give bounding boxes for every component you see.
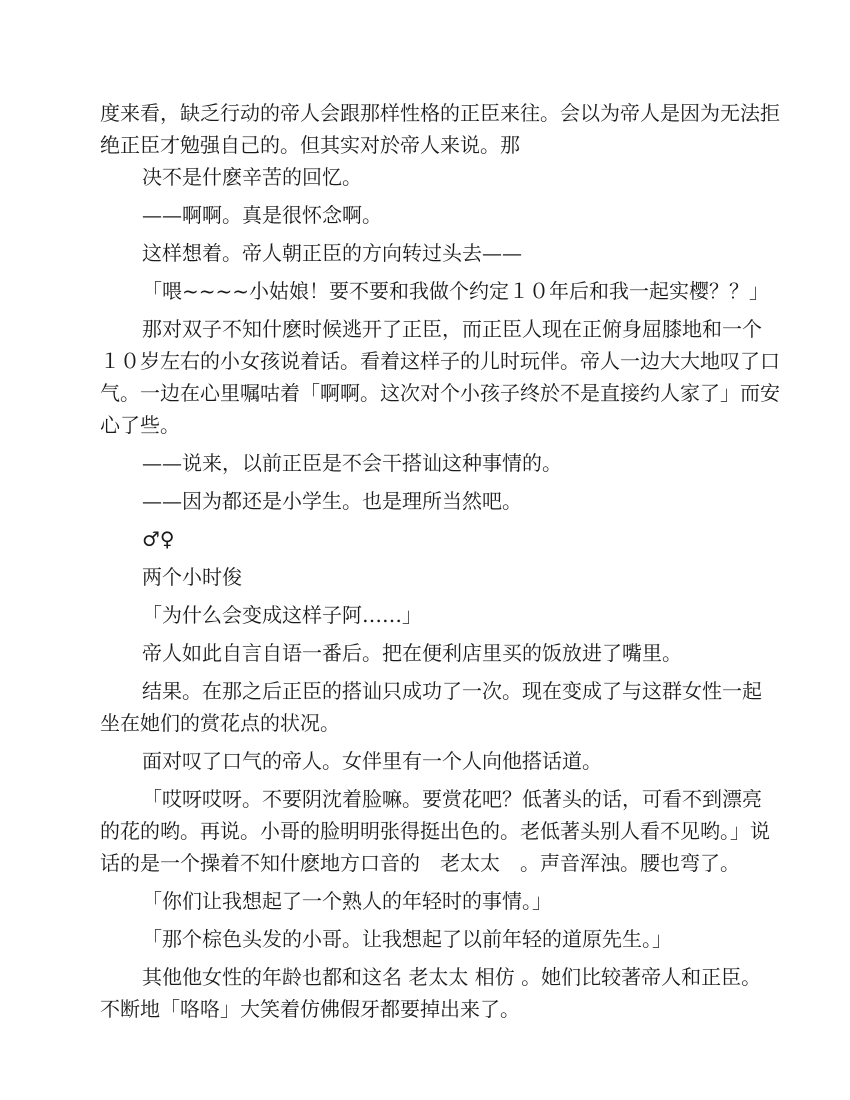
paragraph: 结果。在那之后正臣的搭讪只成功了一次。现在变成了与这群女性一起坐在她们的赏花点的状况。 xyxy=(100,679,762,735)
body-text xyxy=(100,97,780,1031)
paragraph: 「为什么会变成这样子阿……」 xyxy=(142,603,422,627)
paragraph: 「你们让我想起了一个熟人的年轻时的事情。」 xyxy=(142,889,552,913)
paragraph: 「那个棕色头发的小哥。让我想起了以前年轻的道原先生。」 xyxy=(142,927,672,951)
paragraph: ——啊啊。真是很怀念啊。 xyxy=(142,203,382,227)
paragraph: 这样想着。帝人朝正臣的方向转过头去—— xyxy=(142,241,522,265)
paragraph: ——说来，以前正臣是不会干搭讪这种事情的。 xyxy=(142,451,562,475)
paragraph: 其他他女性的年龄也都和这名 老太太 相仿 。她们比较著帝人和正臣。不断地「咯咯」大笑着仿佛假牙都要掉出来了。 xyxy=(100,965,762,1021)
paragraph: 帝人如此自言自语一番后。把在便利店里买的饭放进了嘴里。 xyxy=(142,641,682,665)
paragraph: ——因为都还是小学生。也是理所当然吧。 xyxy=(142,489,522,513)
paragraph: 度来看，缺乏行动的帝人会跟那样性格的正臣来往。会以为帝人是因为无法拒绝正臣才勉强自己的。但其实对於帝人来说。那 xyxy=(100,101,780,157)
paragraph: 那对双子不知什麽时候逃开了正臣，而正臣人现在正俯身屈膝地和一个１０岁左右的小女孩说着话。看着这样子的儿时玩伴。帝人一边大大地叹了口气。一边在心里嘱咕着「啊啊。这次对个小孩子终於不是直接约人家了」而安心了些。 xyxy=(100,317,780,437)
paragraph: 面对叹了口气的帝人。女伴里有一个人向他搭话道。 xyxy=(142,749,602,773)
paragraph: 两个小时俊 xyxy=(142,565,242,589)
paragraph: 决不是什麽辛苦的回忆。 xyxy=(142,165,362,189)
paragraph: 「喂~~~~小姑娘！要不要和我做个约定１０年后和我一起实樱？？」 xyxy=(142,279,770,303)
paragraph: 「哎呀哎呀。不要阴沈着脸嘛。要赏花吧？低著头的话，可看不到漂亮的花的哟。再说。小哥的脸明明张得挺出色的。老低著头别人看不见哟。」说话的是一个操着不知什麽地方口音的 老太太 。声音浑浊。腰也弯了。 xyxy=(100,787,770,875)
section-divider: ♂♀ xyxy=(142,527,175,551)
